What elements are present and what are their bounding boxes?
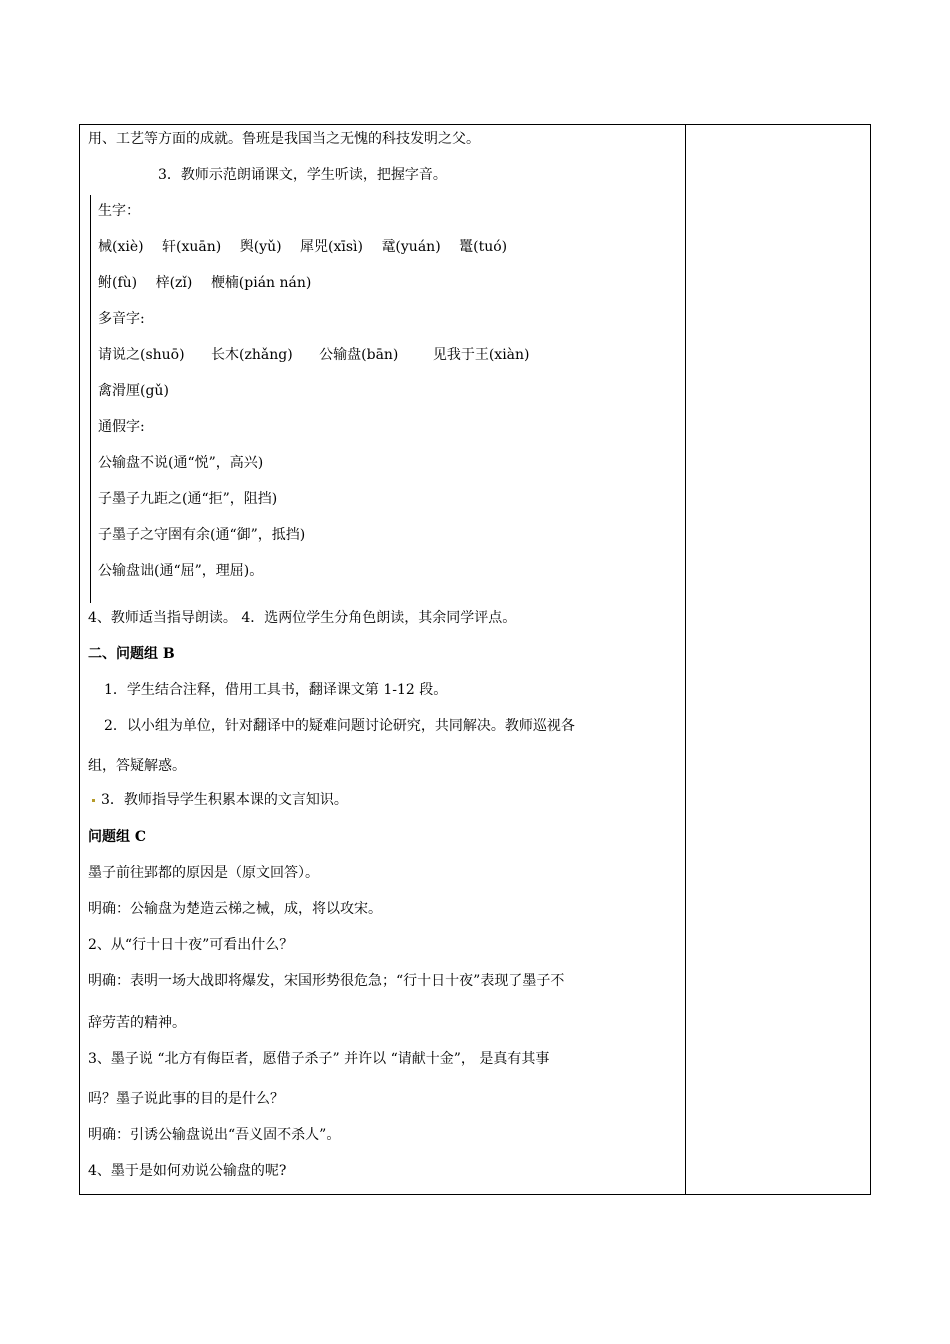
vocab-item: 楩楠(pián nán) (210, 275, 312, 291)
shengzi-row-1 (98, 238, 507, 256)
tongjia-item: 公输盘诎(通“屈”，理屈)。 (98, 563, 264, 579)
tongjia-item: 子墨子九距之(通“拒”，阻挡) (98, 491, 278, 507)
vocab-item: 见我于王(xiàn) (432, 347, 530, 363)
section-b-item-3-text: 3．教师指导学生积累本课的文言知识。 (101, 792, 348, 808)
section-b-title: 二、问题组 B (88, 646, 175, 662)
question-1: 墨子前往郢都的原因是（原文回答）。 (88, 865, 319, 881)
lesson-table (79, 124, 871, 1195)
answer-2-cont: 辞劳苦的精神。 (88, 1015, 186, 1031)
vocab-item: 梓(zǐ) (155, 275, 193, 291)
section-b-item-2: 2．以小组为单位，针对翻译中的疑难问题讨论研究，共同解决。教师巡视各 (104, 718, 575, 734)
vocab-item: 鼋(yuán) (381, 239, 441, 255)
paragraph-achievements: 用、工艺等方面的成就。鲁班是我国当之无愧的科技发明之父。 (88, 131, 480, 147)
bullet-dot-icon (92, 799, 95, 802)
question-4: 4、墨于是如何劝说公输盘的呢? (88, 1163, 287, 1179)
vocab-item: 械(xiè) (98, 239, 144, 255)
question-3: 3、墨子说 “北方有侮臣者，愿借子杀子” 并许以 “请献十金”， 是真有其事 (88, 1051, 550, 1067)
shengzi-label: 生字： (98, 203, 140, 219)
duoyin-row-1 (98, 346, 530, 364)
vocab-item: 鼍(tuó) (459, 239, 508, 255)
vocab-item: 轩(xuān) (162, 239, 222, 255)
vocab-item: 请说之(shuō) (98, 347, 185, 363)
paragraph-guided-reading: 4、教师适当指导朗读。 4．选两位学生分角色朗读，其余同学评点。 (88, 610, 517, 626)
duoyin-label: 多音字: (98, 311, 145, 327)
shengzi-row-2 (98, 274, 311, 292)
main-content-cell (80, 125, 685, 1194)
tongjia-item: 公输盘不说(通“悦”，高兴) (98, 455, 264, 471)
answer-1: 明确：公输盘为楚造云梯之械，成，将以攻宋。 (88, 901, 382, 917)
paragraph-teacher-reading: 3．教师示范朗诵课文，学生听读，把握字音。 (158, 167, 447, 183)
vocab-item: 公输盘(bān) (319, 347, 399, 363)
vocab-box-border (90, 195, 91, 603)
section-b-item-2-cont: 组，答疑解惑。 (88, 758, 186, 774)
answer-2: 明确：表明一场大战即将爆发，宋国形势很危急；“行十日十夜”表现了墨子不 (88, 973, 565, 989)
section-b-item-1: 1．学生结合注释，借用工具书，翻译课文第 1-12 段。 (104, 682, 448, 698)
answer-3: 明确：引诱公输盘说出“吾义固不杀人”。 (88, 1127, 341, 1143)
section-c-title: 问题组 C (88, 829, 147, 845)
column-divider (685, 125, 686, 1194)
section-b-item-3 (92, 791, 348, 809)
question-2: 2、从“行十日十夜”可看出什么？ (88, 937, 294, 953)
vocab-item: 犀兕(xīsì) (300, 239, 363, 255)
vocab-item: 舆(yǔ) (239, 239, 282, 255)
tongjia-label: 通假字: (98, 419, 145, 435)
question-3-cont: 吗？墨子说此事的目的是什么？ (88, 1091, 284, 1107)
duoyin-row-2: 禽滑厘(gǔ) (98, 383, 169, 399)
vocab-item: 长木(zhǎng) (211, 347, 293, 363)
tongjia-item: 子墨子之守圉有余(通“御”，抵挡) (98, 527, 306, 543)
vocab-item: 鲋(fù) (98, 275, 138, 291)
